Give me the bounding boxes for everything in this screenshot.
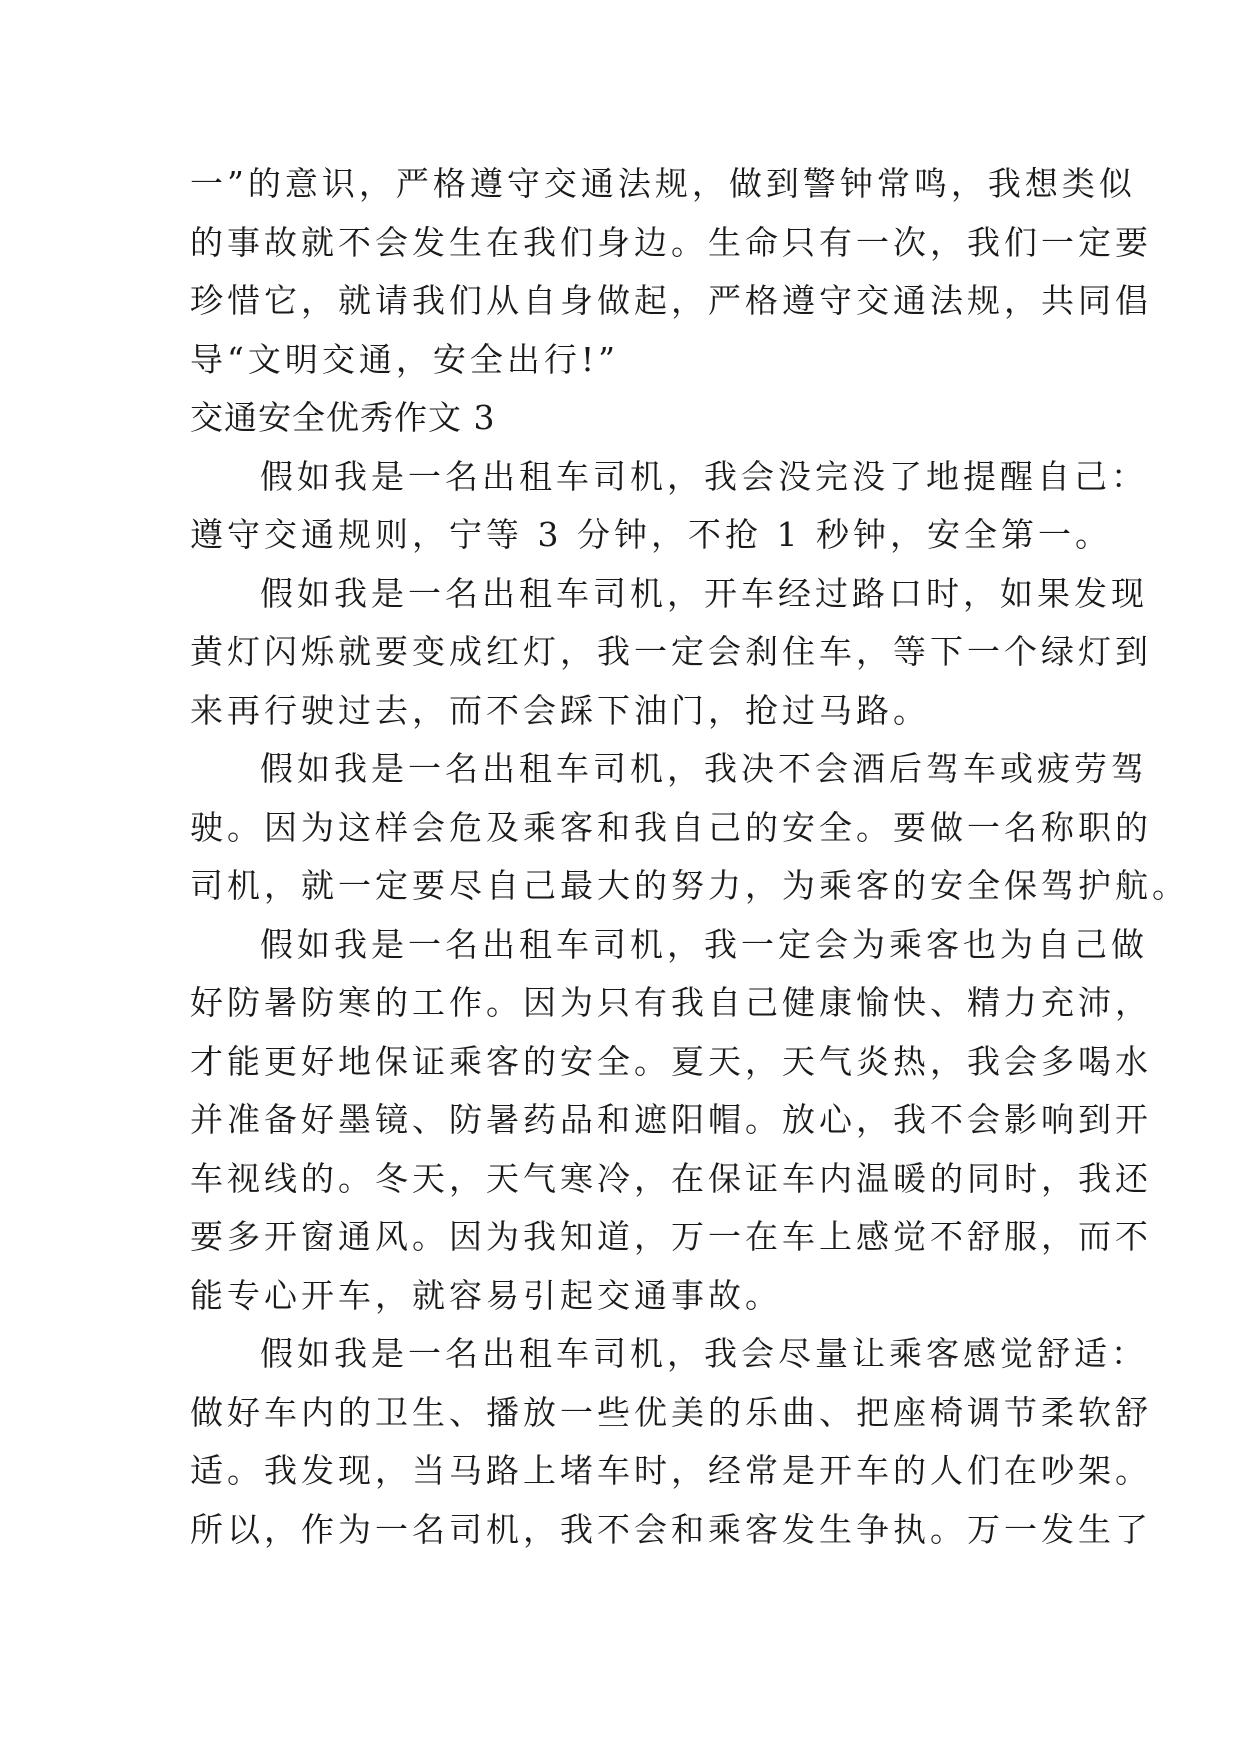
section-heading: 交通安全优秀作文 3 xyxy=(190,398,496,437)
paragraph-first-line: 假如我是一名出租车司机，我会尽量让乘客感觉舒适： xyxy=(260,1334,1148,1373)
body-text-line: 车视线的。冬天，天气寒冷，在保证车内温暖的同时，我还 xyxy=(190,1158,1152,1198)
body-text-line: 并准备好墨镜、防暑药品和遮阳帽。放心，我不会影响到开 xyxy=(190,1100,1152,1139)
body-text-line: 能专心开车，就容易引起交通事故。 xyxy=(190,1275,782,1315)
body-text-line: 驶。因为这样会危及乘客和我自己的安全。要做一名称职的 xyxy=(190,807,1152,847)
body-text-line: 黄灯闪烁就要变成红灯，我一定会刹住车，等下一个绿灯到 xyxy=(190,632,1152,671)
body-text-line: 做好车内的卫生、播放一些优美的乐曲、把座椅调节柔软舒 xyxy=(190,1392,1152,1432)
body-text-line: 好防暑防寒的工作。因为只有我自己健康愉快、精力充沛， xyxy=(190,983,1152,1022)
body-text-line: 适。我发现，当马路上堵车时，经常是开车的人们在吵架。 xyxy=(190,1451,1152,1490)
body-text-line: 遵守交通规则，宁等 3 分钟，不抢 1 秒钟，安全第一。 xyxy=(190,515,1112,554)
body-text-line: 珍惜它，就请我们从自身做起，严格遵守交通法规，共同倡 xyxy=(190,281,1152,320)
body-text-line: 一”的意识，严格遵守交通法规，做到警钟常鸣，我想类似 xyxy=(190,164,1136,203)
body-text-line: 的事故就不会发生在我们身边。生命只有一次，我们一定要 xyxy=(190,222,1152,262)
paragraph-first-line: 假如我是一名出租车司机，我会没完没了地提醒自己： xyxy=(260,456,1148,496)
body-text-line: 所以，作为一名司机，我不会和乘客发生争执。万一发生了 xyxy=(190,1509,1152,1549)
document-page xyxy=(190,155,1189,1559)
body-text-line: 才能更好地保证乘客的安全。夏天，天气炎热，我会多喝水 xyxy=(190,1041,1152,1081)
paragraph-first-line: 假如我是一名出租车司机，我一定会为乘客也为自己做 xyxy=(260,924,1148,964)
paragraph-first-line: 假如我是一名出租车司机，我决不会酒后驾车或疲劳驾 xyxy=(260,749,1148,788)
body-text-line: 导“文明交通，安全出行!” xyxy=(190,339,620,379)
body-text-line: 要多开窗通风。因为我知道，万一在车上感觉不舒服，而不 xyxy=(190,1217,1152,1256)
body-text-line: 来再行驶过去，而不会踩下油门，抢过马路。 xyxy=(190,690,930,730)
paragraph-first-line: 假如我是一名出租车司机，开车经过路口时，如果发现 xyxy=(260,573,1148,613)
body-text-line: 司机，就一定要尽自己最大的努力，为乘客的安全保驾护航。 xyxy=(190,866,1189,905)
